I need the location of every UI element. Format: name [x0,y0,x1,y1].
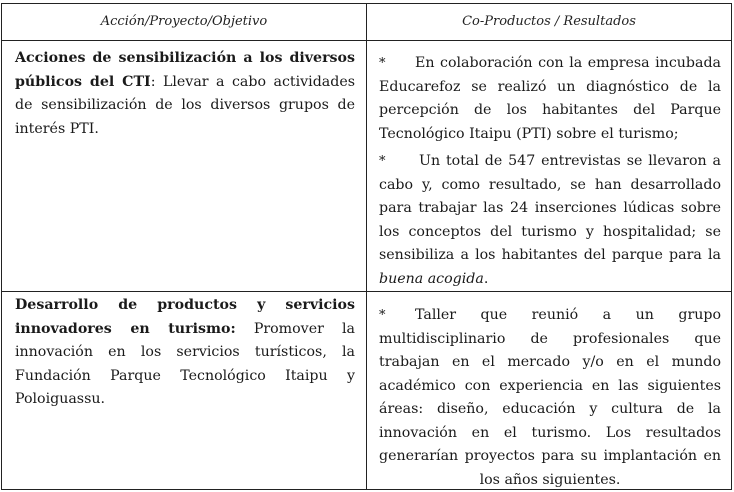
row-2-title: Desarrollo de productos y servicios innovadores en turismo: [15,297,355,337]
header-action-project-objective: Acción/Proyecto/Objetivo [100,14,268,29]
row-2-description: Promover la innovación en los servicios turísticos, la Fundación Parque Tecnológico Itaipu y Poloiguassu. [15,320,355,407]
row-1-result-2-italic: buena acogida [379,270,484,287]
row-2-action-cell [15,294,355,412]
row-1-result-2-text: Un total de 547 entrevistas se llevaron a cabo y, como resultado, se han desarrollado para trabajar las 24 inserciones lúdicas sobre los conceptos del turismo y hospitalidad; se sensibiliza a los habitantes del parque para la [379,153,721,263]
row-2-result-1 [379,304,721,492]
row-1-description: : Llevar a cabo actividades de sensibilización de los diversos grupos de interés PTI. [15,73,355,137]
row-1-action-cell [15,47,355,141]
row-1-result-1-text: En colaboración con la empresa incubada Educarefoz se realizó un diagnóstico de la percepción de los habitantes del Parque Tecnológico Itaipu (PTI) sobre el turismo; [379,55,721,142]
row-2-result-1-bullet: * [379,308,386,323]
header-coproducts-results: Co-Productos / Resultados [462,14,636,29]
row-1-result-1-bullet: * [379,56,386,71]
row-1-result-1 [379,52,721,146]
row-1-result-2 [379,150,721,291]
row-1-result-2-tail: . [483,270,489,287]
results-table [1,3,732,490]
row-divider [2,291,731,292]
row-1-result-2-bullet: * [379,154,386,169]
column-divider [366,4,367,489]
row-2-result-1-text: Taller que reunió a un grupo multidisciplinario de profesionales que trabajan en el mercado y/o en el mundo académico con experiencia en las siguientes áreas: diseño, educación y cultura de la innovación en el turismo. Los resultados generarían proyectos para su implantación en los años siguientes. [379,307,721,488]
row-1-title: Acciones de sensibilización a los diversos públicos del CTI [15,50,355,90]
